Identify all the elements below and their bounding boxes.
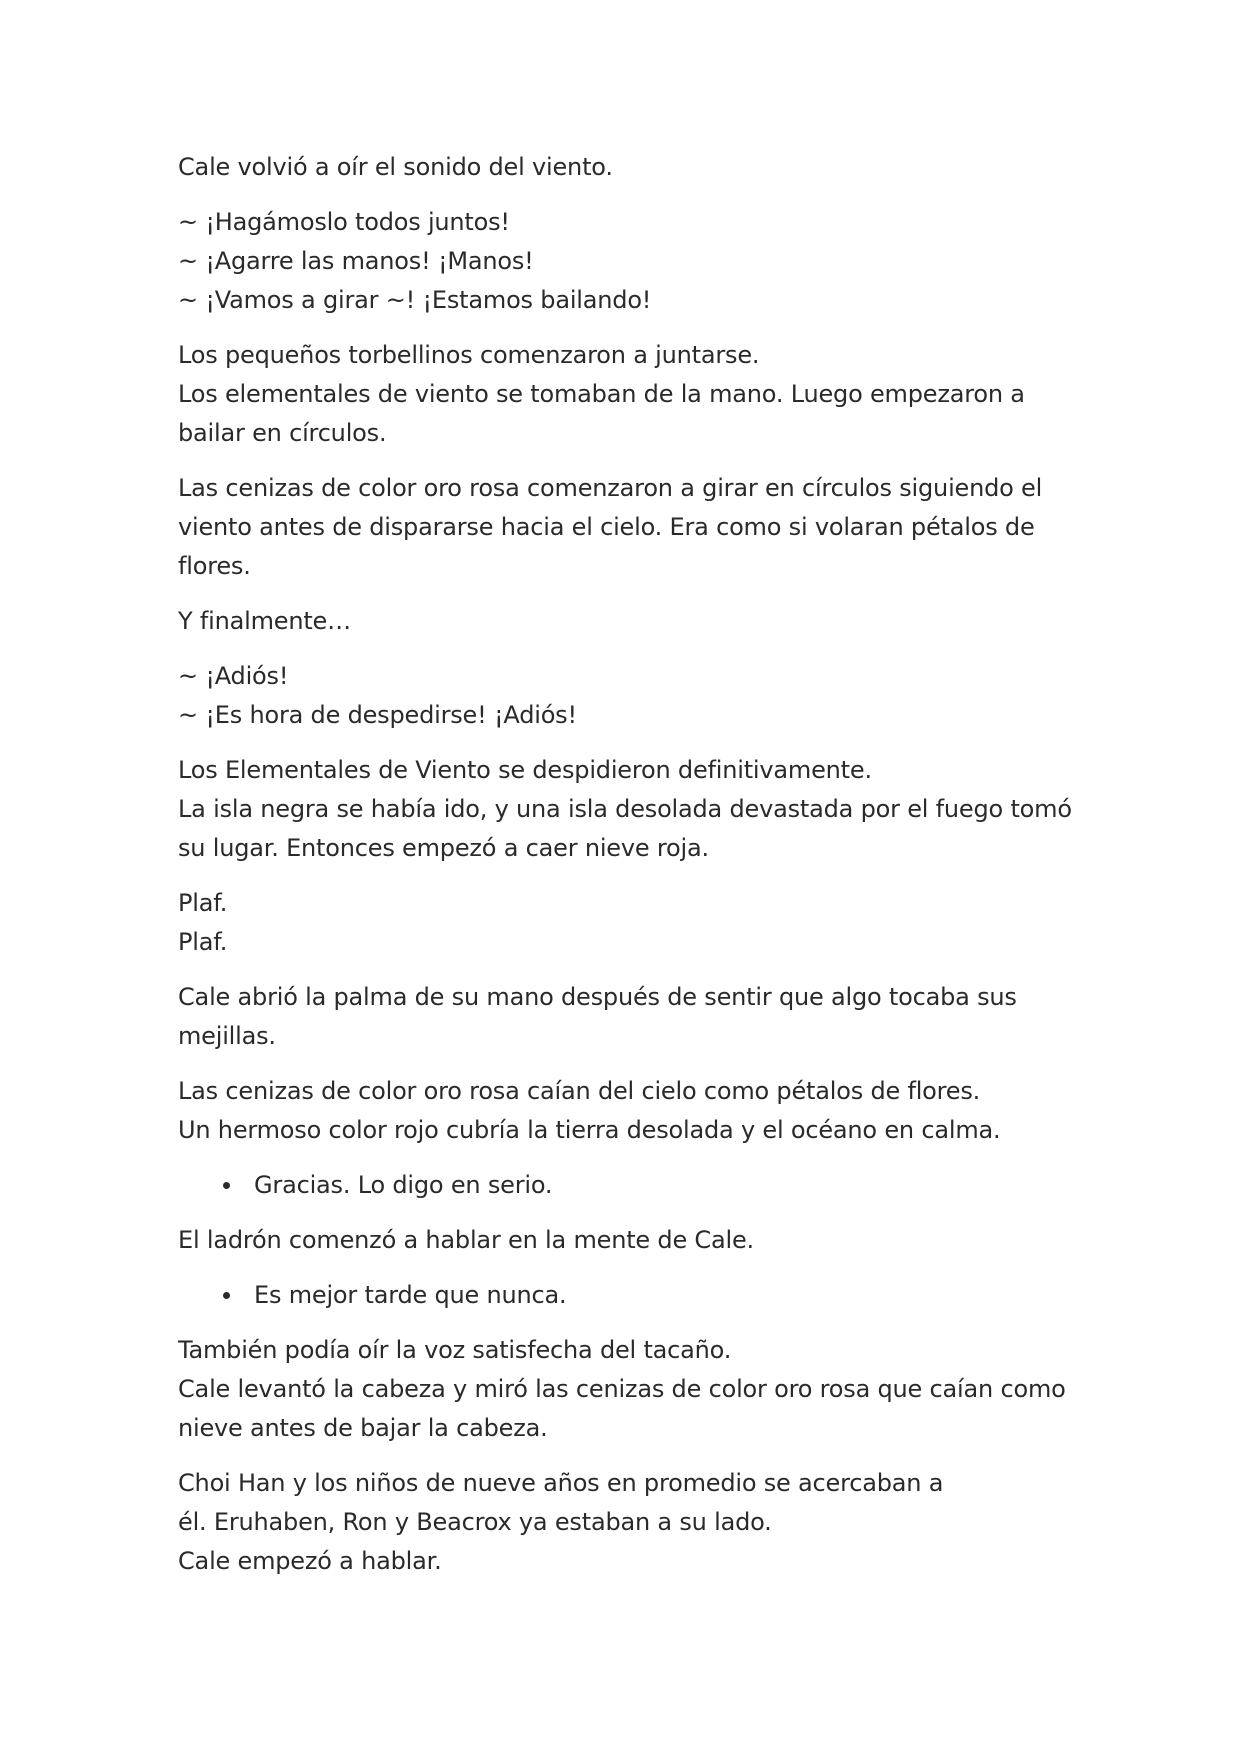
text-line: La isla negra se había ido, y una isla desolada devastada por el fuego tomó [178, 795, 1072, 823]
text-line: Cale volvió a oír el sonido del viento. [178, 153, 613, 181]
bullet-item [223, 1166, 1068, 1205]
text-line: El ladrón comenzó a hablar en la mente de Cale. [178, 1226, 754, 1254]
text-line: Cale levantó la cabeza y miró las cenizas de color oro rosa que caían como [178, 1375, 1066, 1403]
text-line: bailar en círculos. [178, 419, 387, 447]
text-line: su lugar. Entonces empezó a caer nieve roja. [178, 834, 709, 862]
text-line: ~ ¡Agarre las manos! ¡Manos! [178, 247, 534, 275]
text-line: viento antes de dispararse hacia el cielo. Era como si volaran pétalos de [178, 513, 1035, 541]
bullet-text: Gracias. Lo digo en serio. [254, 1171, 553, 1199]
text-line: ~ ¡Hagámoslo todos juntos! [178, 208, 510, 236]
paragraph [178, 978, 1068, 1056]
text-line: Cale abrió la palma de su mano después de sentir que algo tocaba sus [178, 983, 1017, 1011]
paragraph [178, 1331, 1068, 1448]
text-line: Choi Han y los niños de nueve años en promedio se acercaban a [178, 1469, 944, 1497]
text-line: Un hermoso color rojo cubría la tierra desolada y el océano en calma. [178, 1116, 1001, 1144]
paragraph [178, 1221, 1068, 1260]
text-line: nieve antes de bajar la cabeza. [178, 1414, 548, 1442]
text-line: Los Elementales de Viento se despidieron definitivamente. [178, 756, 872, 784]
text-line: Plaf. [178, 928, 228, 956]
paragraph [178, 469, 1068, 586]
paragraph [178, 751, 1072, 868]
text-line: Los elementales de viento se tomaban de la mano. Luego empezaron a [178, 380, 1025, 408]
text-line: ~ ¡Es hora de despedirse! ¡Adiós! [178, 701, 577, 729]
paragraph [178, 336, 1068, 453]
paragraph [178, 203, 1068, 320]
text-line: ~ ¡Adiós! [178, 662, 289, 690]
bullet-icon [223, 1182, 230, 1189]
paragraph [178, 1072, 1068, 1150]
text-line: También podía oír la voz satisfecha del tacaño. [178, 1336, 732, 1364]
bullet-list [178, 1276, 1068, 1315]
text-line: Y finalmente… [178, 607, 351, 635]
text-line: Los pequeños torbellinos comenzaron a juntarse. [178, 341, 760, 369]
paragraph [178, 602, 1068, 641]
text-line: mejillas. [178, 1022, 276, 1050]
bullet-item [223, 1276, 1068, 1315]
paragraph [178, 148, 1068, 187]
text-line: Las cenizas de color oro rosa comenzaron a girar en círculos siguiendo el [178, 474, 1043, 502]
document-body [178, 148, 1072, 1597]
text-line: ~ ¡Vamos a girar ~! ¡Estamos bailando! [178, 286, 652, 314]
text-line: Plaf. [178, 889, 228, 917]
bullet-icon [223, 1292, 230, 1299]
text-line: flores. [178, 552, 251, 580]
bullet-text: Es mejor tarde que nunca. [254, 1281, 567, 1309]
paragraph [178, 884, 1068, 962]
paragraph [178, 657, 1068, 735]
text-line: Cale empezó a hablar. [178, 1547, 442, 1575]
text-line: él. Eruhaben, Ron y Beacrox ya estaban a su lado. [178, 1508, 772, 1536]
paragraph [178, 1464, 1068, 1581]
text-line: Las cenizas de color oro rosa caían del cielo como pétalos de flores. [178, 1077, 981, 1105]
bullet-list [178, 1166, 1068, 1205]
